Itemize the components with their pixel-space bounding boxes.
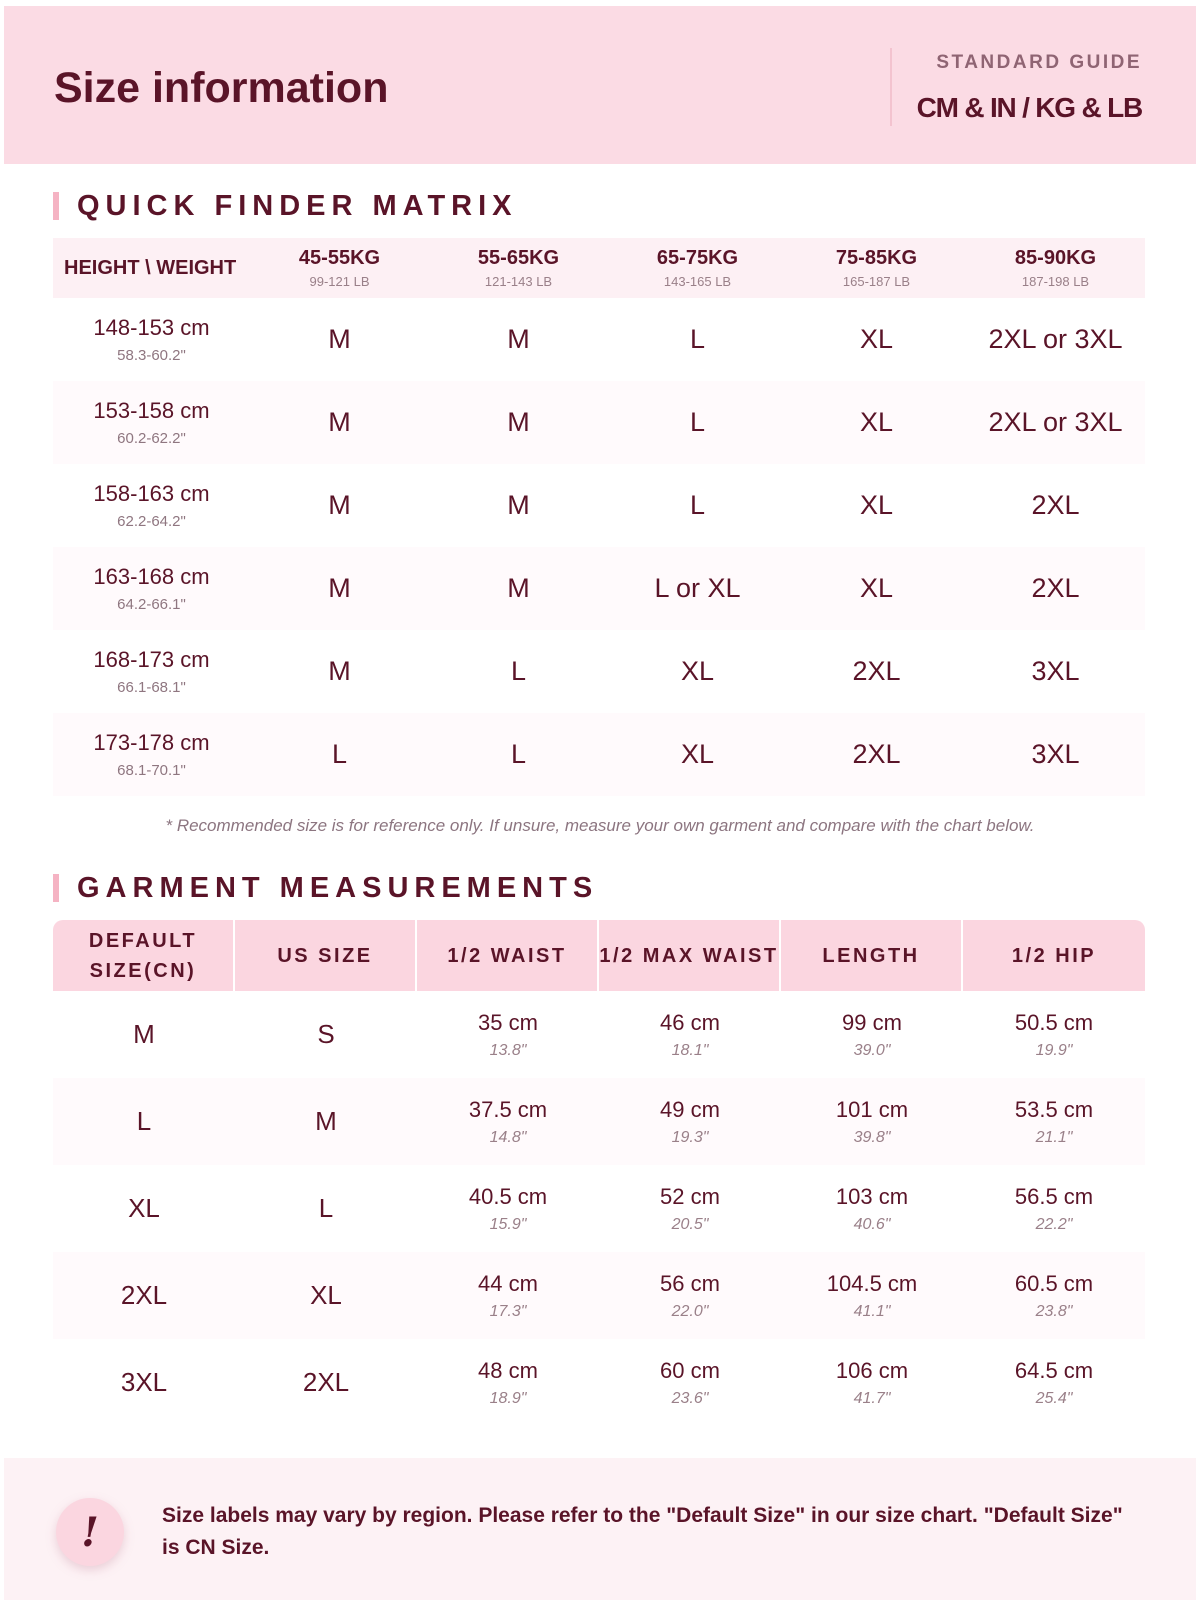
recommended-size: M [328,573,351,603]
recommended-size: XL [680,656,715,686]
recommended-size: XL [859,407,894,437]
measurement-cell [599,991,781,1078]
size-cell [966,298,1145,381]
weight-kg: 85-90KG [1014,247,1097,269]
weight-column-header [966,238,1145,298]
height-cell [53,547,250,630]
column-header-default-size: DEFAULT SIZE(CN) [53,920,235,991]
matrix-header-row [53,238,1145,298]
us-size: XL [310,1280,342,1310]
measure-in: 41.7" [853,1389,891,1407]
height-cm: 163-168 cm [93,564,210,589]
size-cell [787,298,966,381]
measure-cm: 60 cm [660,1357,720,1383]
measure-in: 25.4" [1035,1389,1073,1407]
measure-in: 20.5" [671,1215,709,1233]
weight-kg: 45-55KG [298,247,381,269]
garment-measurements-table [53,920,1145,1426]
size-cell [966,464,1145,547]
weight-column-header [608,238,787,298]
measure-cm: 52 cm [660,1183,720,1209]
header-divider [890,48,892,126]
measure-cm: 53.5 cm [1014,1096,1094,1122]
weight-lb: 99-121 LB [309,274,370,289]
recommended-size: 2XL [1031,490,1080,520]
garment-row [53,1252,1145,1339]
recommended-size: XL [680,739,715,769]
weight-lb: 143-165 LB [663,274,732,289]
measurement-cell [599,1165,781,1252]
measurement-cell [781,1165,963,1252]
garment-row [53,1165,1145,1252]
measure-in: 39.8" [853,1128,891,1146]
measure-in: 21.1" [1035,1128,1073,1146]
page-header [4,6,1196,164]
measure-in: 22.2" [1035,1215,1073,1233]
cn-size-cell [53,991,235,1078]
measure-cm: 104.5 cm [826,1270,918,1296]
measure-cm: 64.5 cm [1014,1357,1094,1383]
measurement-cell [599,1252,781,1339]
weight-kg: 65-75KG [656,247,739,269]
measure-in: 18.1" [671,1041,709,1059]
measurement-cell [781,991,963,1078]
measure-cm: 60.5 cm [1014,1270,1094,1296]
measurement-cell [963,1078,1145,1165]
height-in: 64.2-66.1" [117,596,186,613]
garment-row [53,1339,1145,1426]
size-cell [250,464,429,547]
measure-in: 41.1" [853,1302,891,1320]
cn-size-cell [53,1078,235,1165]
recommended-size: M [328,656,351,686]
size-cell [608,630,787,713]
height-in: 68.1-70.1" [117,762,186,779]
us-size-cell [235,1078,417,1165]
matrix-row [53,298,1145,381]
measure-cm: 103 cm [835,1183,909,1209]
recommended-size: 2XL [852,656,901,686]
size-cell [250,713,429,796]
measure-cm: 50.5 cm [1014,1009,1094,1035]
measure-in: 22.0" [671,1302,709,1320]
measure-cm: 56 cm [660,1270,720,1296]
measure-in: 23.8" [1035,1302,1073,1320]
measurement-cell [963,1339,1145,1426]
recommended-size: XL [859,573,894,603]
us-size: S [317,1019,335,1049]
standard-guide-label: STANDARD GUIDE [936,52,1142,73]
height-in: 62.2-64.2" [117,513,186,530]
us-size: M [315,1106,337,1136]
garment-row [53,1078,1145,1165]
us-size-cell [235,1339,417,1426]
weight-column-header [787,238,966,298]
recommended-size: M [507,490,530,520]
height-cm: 173-178 cm [93,730,210,755]
matrix-row [53,713,1145,796]
recommended-size: L [689,407,706,437]
measurement-cell [417,1339,599,1426]
measure-in: 40.6" [853,1215,891,1233]
size-cell [429,713,608,796]
matrix-row [53,630,1145,713]
us-size: 2XL [302,1367,350,1397]
recommended-size: L or XL [654,573,741,603]
cn-size-cell [53,1339,235,1426]
cn-size-cell [53,1165,235,1252]
matrix-row [53,381,1145,464]
garment-measurements-title: GARMENT MEASUREMENTS [53,872,598,905]
size-cell [429,547,608,630]
column-header-half-waist: 1/2 WAIST [417,920,599,991]
units-label: CM & IN / KG & LB [916,92,1142,123]
matrix-row [53,464,1145,547]
height-cell [53,630,250,713]
cn-size: 2XL [120,1280,168,1310]
measure-in: 18.9" [489,1389,527,1407]
size-cell [429,464,608,547]
size-cell [608,464,787,547]
measurement-cell [417,1252,599,1339]
size-cell [250,381,429,464]
measurement-cell [963,991,1145,1078]
recommended-size: M [328,490,351,520]
recommended-size: 3XL [1031,656,1080,686]
us-size-cell [235,991,417,1078]
size-cell [787,381,966,464]
measure-cm: 37.5 cm [468,1096,548,1122]
column-header-us-size: US SIZE [235,920,417,991]
height-weight-label: HEIGHT \ WEIGHT [64,256,237,279]
column-header-half-hip: 1/2 HIP [963,920,1145,991]
column-header-half-max-waist: 1/2 MAX WAIST [599,920,781,991]
matrix-row [53,547,1145,630]
height-cm: 148-153 cm [93,315,210,340]
measure-in: 17.3" [489,1302,527,1320]
measurement-cell [781,1078,963,1165]
measure-in: 19.3" [671,1128,709,1146]
recommended-size: L [331,739,348,769]
measure-cm: 49 cm [660,1096,720,1122]
size-cell [787,547,966,630]
measurement-cell [417,991,599,1078]
cn-size: L [136,1106,152,1136]
height-cell [53,381,250,464]
weight-kg: 75-85KG [835,247,918,269]
size-cell [608,713,787,796]
measurement-cell [963,1165,1145,1252]
recommended-size: L [510,739,527,769]
measure-cm: 44 cm [478,1270,538,1296]
height-in: 60.2-62.2" [117,430,186,447]
recommended-size: 2XL or 3XL [988,407,1123,437]
matrix-corner-cell [53,238,250,298]
size-cell [966,630,1145,713]
size-cell [250,547,429,630]
quick-finder-matrix [53,238,1145,796]
weight-kg: 55-65KG [477,247,560,269]
page-title: Size information [54,64,389,112]
recommended-size: L [689,324,706,354]
size-cell [250,298,429,381]
size-cell [787,464,966,547]
size-cell [429,630,608,713]
recommendation-footnote: * Recommended size is for reference only. If unsure, measure your own garment and compare with the chart below. [165,816,1035,835]
size-cell [787,713,966,796]
us-size-cell [235,1252,417,1339]
exclamation-icon [56,1498,124,1566]
size-cell [966,547,1145,630]
size-cell [608,381,787,464]
measurement-cell [781,1339,963,1426]
measure-cm: 40.5 cm [468,1183,548,1209]
measure-cm: 101 cm [835,1096,909,1122]
us-size-cell [235,1165,417,1252]
measurement-cell [417,1078,599,1165]
cn-size: 3XL [120,1367,168,1397]
height-cell [53,464,250,547]
recommended-size: M [507,573,530,603]
measure-cm: 99 cm [842,1009,902,1035]
exclamation-glyph: ! [81,1508,99,1556]
size-cell [250,630,429,713]
height-cell [53,713,250,796]
measurement-cell [599,1078,781,1165]
quick-finder-title: QUICK FINDER MATRIX [53,190,518,223]
measure-in: 19.9" [1035,1041,1073,1059]
recommended-size: XL [859,490,894,520]
measure-cm: 48 cm [478,1357,538,1383]
cn-size: XL [128,1193,160,1223]
us-size: L [318,1193,334,1223]
height-in: 66.1-68.1" [117,679,186,696]
size-cell [429,298,608,381]
recommended-size: L [510,656,527,686]
recommended-size: M [328,324,351,354]
recommended-size: M [328,407,351,437]
recommended-size: M [507,324,530,354]
measure-in: 39.0" [853,1041,891,1059]
measurement-cell [781,1252,963,1339]
weight-lb: 121-143 LB [484,274,553,289]
recommended-size: 2XL [1031,573,1080,603]
weight-column-header [429,238,608,298]
measurement-cell [599,1339,781,1426]
weight-lb: 165-187 LB [842,274,911,289]
measure-cm: 46 cm [660,1009,720,1035]
measure-in: 14.8" [489,1128,527,1146]
cn-size-cell [53,1252,235,1339]
height-cell [53,298,250,381]
recommended-size: M [507,407,530,437]
measure-cm: 106 cm [835,1357,909,1383]
size-cell [608,547,787,630]
measure-cm: 35 cm [478,1009,538,1035]
height-cm: 153-158 cm [93,398,210,423]
cn-size: M [133,1019,155,1049]
measure-in: 15.9" [489,1215,527,1233]
size-cell [787,630,966,713]
recommended-size: XL [859,324,894,354]
region-notice [4,1458,1196,1600]
height-cm: 158-163 cm [93,481,210,506]
weight-lb: 187-198 LB [1021,274,1090,289]
size-cell [608,298,787,381]
measurement-cell [963,1252,1145,1339]
size-cell [966,713,1145,796]
weight-column-header [250,238,429,298]
recommended-size: L [689,490,706,520]
garment-row [53,991,1145,1078]
recommended-size: 2XL [852,739,901,769]
measure-cm: 56.5 cm [1014,1183,1094,1209]
garment-header-row [53,920,1145,991]
size-cell [429,381,608,464]
height-cm: 168-173 cm [93,647,210,672]
measure-in: 13.8" [489,1041,527,1059]
measurement-cell [417,1165,599,1252]
measure-in: 23.6" [671,1389,709,1407]
notice-text: Size labels may vary by region. Please refer to the "Default Size" in our size chart. "Default Size" is CN Size. [162,1504,1123,1559]
column-header-length: LENGTH [781,920,963,991]
recommended-size: 2XL or 3XL [988,324,1123,354]
height-in: 58.3-60.2" [117,347,186,364]
recommended-size: 3XL [1031,739,1080,769]
size-cell [966,381,1145,464]
